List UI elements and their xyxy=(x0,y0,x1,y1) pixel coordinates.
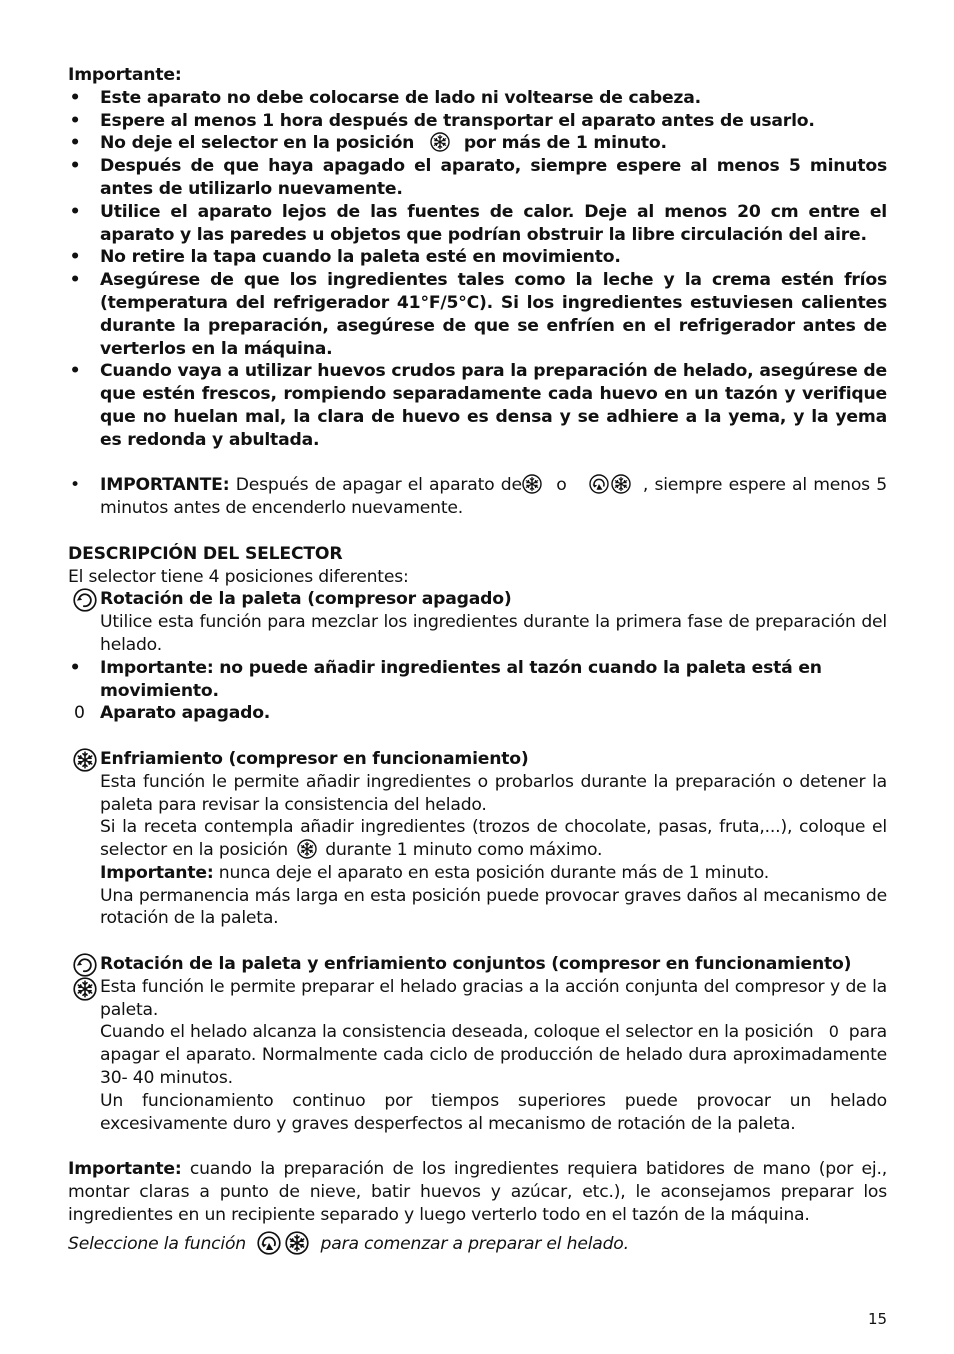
cooling-text: Esta función le permite añadir ingredientes o probarlos durante la preparación o detener la paleta para revisar la consistencia del helado. xyxy=(100,771,887,815)
combined-text: Un funcionamiento continuo por tiempos superiores puede provocar un helado excesivamente duro y graves desperfectos al mecanismo de rotación de la paleta. xyxy=(100,1090,887,1134)
off-symbol: 0 xyxy=(828,1022,839,1042)
snowflake-icon xyxy=(73,748,97,775)
selector-intro: El selector tiene 4 posiciones diferentes: xyxy=(68,566,409,587)
snowflake-icon xyxy=(297,839,317,859)
warning-item: • No retire la tapa cuando la paleta esté en movimiento. xyxy=(69,247,621,268)
snowflake-icon xyxy=(611,474,631,494)
snowflake-icon xyxy=(285,1231,309,1255)
off-position: 0 Aparato apagado. xyxy=(74,703,271,724)
selector-title: DESCRIPCIÓN DEL SELECTOR xyxy=(68,543,343,564)
combined-text: Esta función le permite preparar el helado gracias a la acción conjunta del compresor y de la paleta. xyxy=(100,976,887,1020)
important-note: • IMPORTANTE: Después de apagar el aparato de o , siempre espere al menos 5 minutos antes de encenderlo nuevamente. xyxy=(70,475,887,519)
cooling-text: Una permanencia más larga en esta posición puede provocar graves daños al mecanismo de rotación de la paleta. xyxy=(100,885,887,929)
combined-title: Rotación de la paleta y enfriamiento conjuntos (compresor en funcionamiento) xyxy=(100,954,852,975)
document-page xyxy=(68,64,887,1255)
snowflake-icon xyxy=(73,977,97,1004)
rotation-icon xyxy=(257,1231,281,1255)
cooling-important: Importante: nunca deje el aparato en esta posición durante más de 1 minuto. xyxy=(100,862,769,883)
rotation-icon xyxy=(73,953,97,980)
warning-item: • Después de que haya apagado el aparato, siempre espere al menos 5 minutos antes de utilizarlo nuevamente. xyxy=(69,156,887,199)
final-select: Seleccione la función para comenzar a preparar el helado. xyxy=(68,1231,887,1256)
final-note: Importante: cuando la preparación de los ingredientes requiera batidores de mano (por ej., montar claras a punto de nieve, batir huevos y azúcar, etc.), le aconsejamos preparar los ingredientes en un recipiente separado y luego verterlo todo en el tazón de la máquina. xyxy=(68,1159,887,1225)
warning-item: • Asegúrese de que los ingredientes tales como la leche y la crema estén fríos (temperatura del refrigerador 41°F/5°C). Si los ingredientes estuviesen calientes durante la preparación, asegúrese de que se enfríen en el refrigerador antes de verterlos en la máquina. xyxy=(69,270,887,359)
rotation-icon xyxy=(589,474,609,494)
rotation-text: Utilice esta función para mezclar los ingredientes durante la primera fase de preparación del helado. xyxy=(100,612,887,655)
warning-item: • Espere al menos 1 hora después de transportar el aparato antes de usarlo. xyxy=(69,110,815,131)
cooling-text: Si la receta contempla añadir ingredientes (trozos de chocolate, pasas, fruta,...), coloque el selector en la posición durante 1 minuto como máximo. xyxy=(100,817,887,861)
warning-item: • Cuando vaya a utilizar huevos crudos para la preparación de helado, asegúrese de que estén frescos, rompiendo separadamente cada huevo en un tazón y verifique que no huelan mal, la clara de huevo es densa y se adhiere a la yema, y la yema es redonda y abultada. xyxy=(69,361,887,450)
snowflake-icon xyxy=(430,132,450,152)
combined-section xyxy=(68,953,887,1135)
cooling-title: Enfriamiento (compresor en funcionamiento) xyxy=(68,748,887,771)
rotation-icon xyxy=(73,588,97,615)
combined-text: Cuando el helado alcanza la consistencia deseada, coloque el selector en la posición 0 para apagar el aparato. Normalmente cada ciclo de producción de helado dura aproximadamente 30- 40 minutos. xyxy=(100,1022,887,1089)
warning-item: • Este aparato no debe colocarse de lado ni voltearse de cabeza. xyxy=(69,87,701,108)
page-number: 15 xyxy=(868,1310,888,1328)
rotation-warning: • Importante: no puede añadir ingredientes al tazón cuando la paleta está en movimiento. xyxy=(69,657,822,701)
important-heading: Importante: xyxy=(68,65,182,85)
warning-item: • No deje el selector en la posición por más de 1 minuto. xyxy=(69,133,667,154)
snowflake-icon xyxy=(522,474,542,494)
warning-item: • Utilice el aparato lejos de las fuentes de calor. Deje al menos 20 cm entre el aparato y las paredes u objetos que podrían obstruir la libre circulación del aire. xyxy=(69,201,887,245)
rotation-title: Rotación de la paleta (compresor apagado) xyxy=(68,588,887,611)
